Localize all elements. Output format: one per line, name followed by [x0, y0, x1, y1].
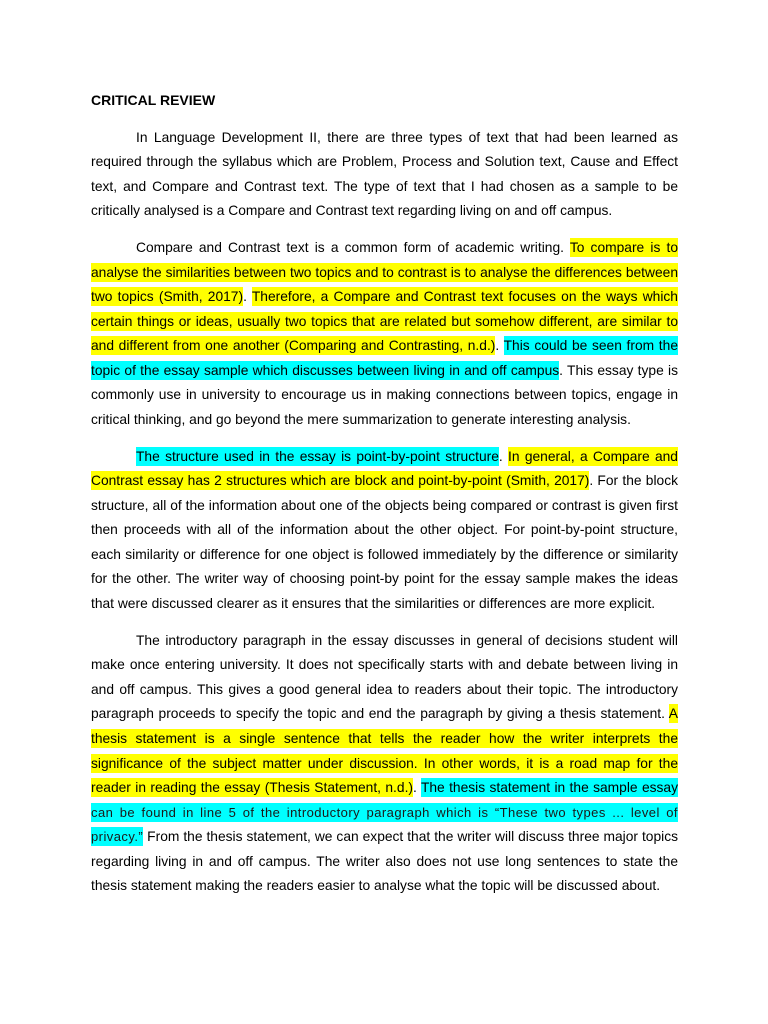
highlighted-text: Therefore, a Compare and Contrast text focuses on the ways which certain things or ideas, usually two topics that are related but somehow different, are similar to and different from one another (Comparing and Contrasting, n.d.) — [91, 289, 678, 354]
highlighted-quote-text: can be found in line 5 of the introductory paragraph which is “These two types ... level of privacy.” — [91, 804, 678, 845]
highlighted-text: The structure used in the essay is point-by-point structure — [136, 448, 499, 464]
highlighted-text: In general, a Compare and Contrast essay has 2 structures which are block and point-by-point (Smith, 2017) — [91, 448, 678, 489]
text-segment: . — [498, 448, 509, 464]
body-paragraph-1 — [91, 126, 678, 224]
highlighted-text: The thesis statement in the sample essay — [420, 780, 678, 796]
text-segment: . — [413, 780, 421, 796]
highlighted-text: To compare is to analyse the similarities between two topics and to contrast is to analyse the differences between two topics (Smith, 2017) — [91, 239, 678, 305]
text-segment: The introductory paragraph in the essay discusses in general of decisions student will make once entering university. It does not specifically starts with and debate between living in and off campus. This gives a good general idea to readers about their topic. The introductory paragraph proceeds to specify the topic and end the paragraph by giving a thesis statement. — [91, 632, 678, 722]
text-segment: . For the block structure, all of the information about one of the objects being compared or contrast is given first then proceeds with all of the information about the other object. For point-by-point structure, each similarity or difference for one object is followed immediately by the difference or similarity for the other. The writer way of choosing point-by point for the essay sample makes the ideas that were discussed clearer as it ensures that the similarities or differences are more explicit. — [91, 473, 679, 611]
body-paragraph-4 — [91, 629, 678, 899]
text-segment: From the thesis statement, we can expect that the writer will discuss three major topics regarding living in and off campus. The writer also does not use long sentences to state the thesis statement making the readers easier to analyse what the topic will be discussed about. — [91, 829, 678, 894]
text-segment: Compare and Contrast text is a common form of academic writing. — [136, 239, 570, 255]
highlighted-text: A thesis statement is a single sentence that tells the reader how the writer interprets the significance of the subject matter under discussion. In other words, it is a road map for the reader in reading the essay (Thesis Statement, n.d.) — [91, 706, 678, 796]
text-segment: . — [243, 289, 252, 305]
document-page — [91, 88, 678, 911]
text-segment: . This essay type is commonly use in university to encourage us in making connections between topics, engage in critical thinking, and go beyond the mere summarization to generate interesting analysis. — [91, 362, 678, 427]
highlighted-text: This could be seen from the topic of the essay sample which discusses between living in and off campus — [91, 338, 678, 378]
document-title: CRITICAL REVIEW — [91, 92, 216, 108]
text-segment: . — [495, 338, 504, 354]
text-segment: In Language Development II, there are three types of text that had been learned as required through the syllabus which are Problem, Process and Solution text, Cause and Effect text, and Compare and Contrast text. The type of text that I had chosen as a sample to be critically analysed is a Compare and Contrast text regarding living on and off campus. — [91, 129, 678, 219]
body-paragraph-2 — [91, 236, 678, 432]
body-paragraph-3 — [91, 445, 678, 617]
